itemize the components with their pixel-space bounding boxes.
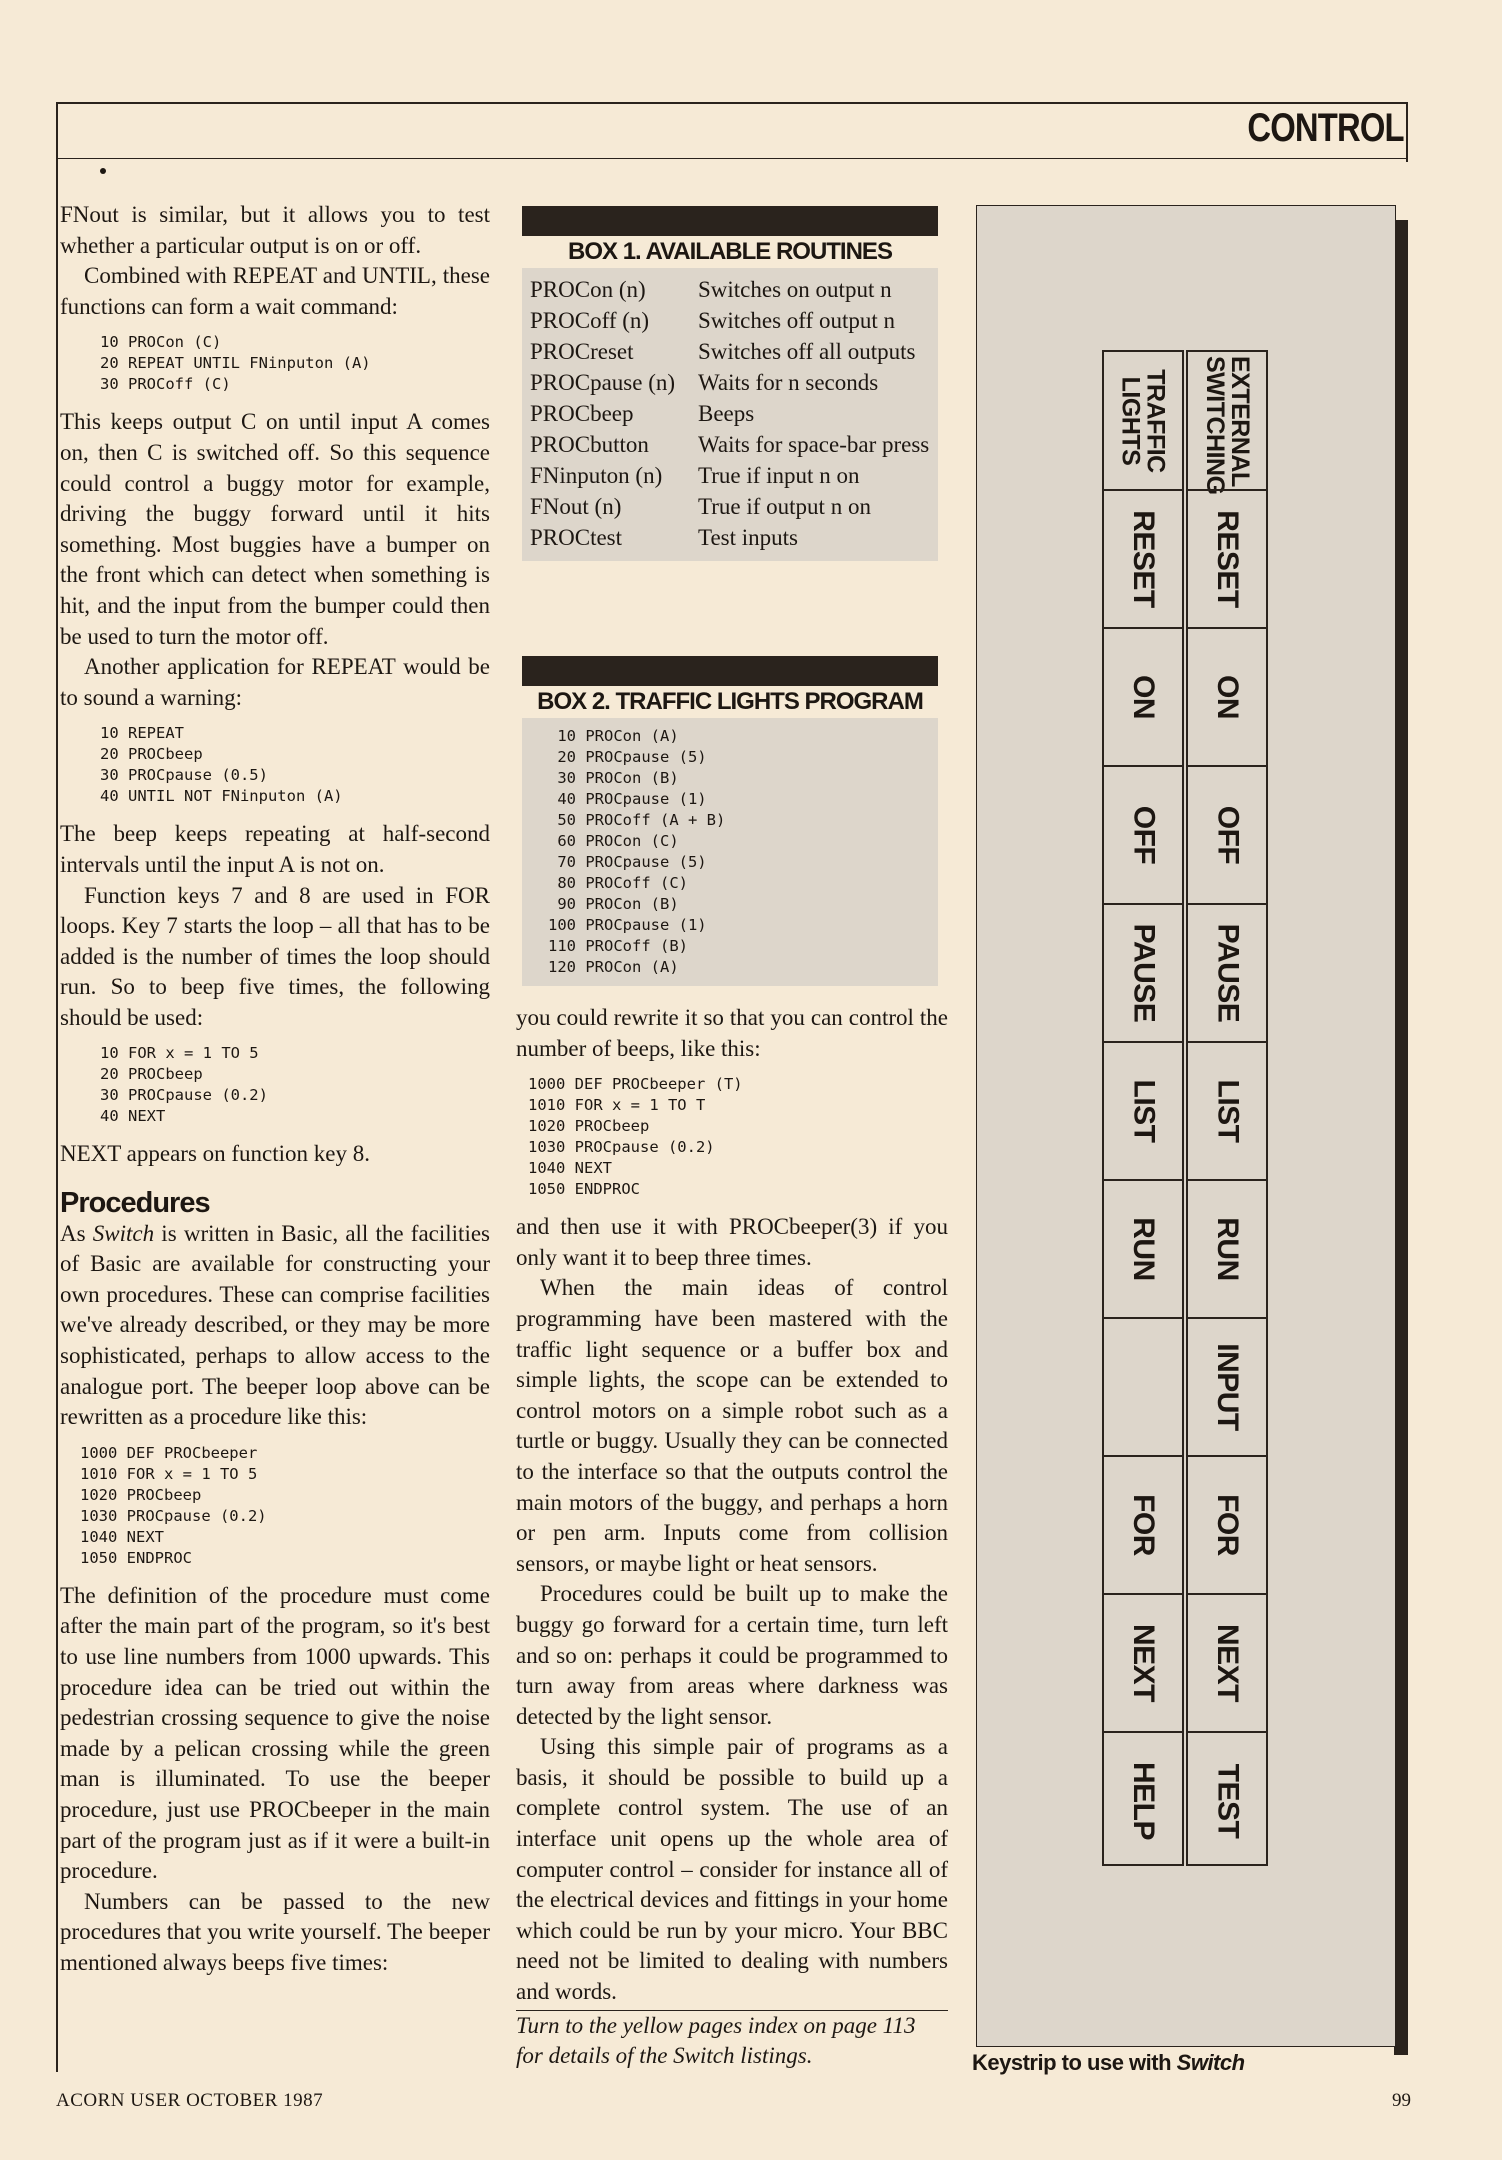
- routine-row: [530, 491, 930, 522]
- box-1: [522, 206, 938, 561]
- box-body: [522, 268, 938, 561]
- paragraph: and then use it with PROCbeeper(3) if you only want it to beep three times.: [516, 1214, 948, 1270]
- routine-name: PROCreset: [530, 339, 634, 364]
- routine-row: [530, 522, 930, 553]
- footnote: [516, 2010, 948, 2072]
- routine-name: PROCoff (n): [530, 308, 650, 333]
- keystrip-cell: [1104, 489, 1182, 627]
- routine-name: PROCon (n): [530, 277, 646, 302]
- box-bar: [522, 206, 938, 236]
- keystrip-shadow: [1394, 220, 1408, 2055]
- box-2: [522, 656, 938, 986]
- keystrip-cell: [1104, 1731, 1182, 1868]
- box-title: BOX 2. TRAFFIC LIGHTS PROGRAM: [537, 688, 923, 715]
- keystrip-label: RESET: [1127, 510, 1160, 608]
- left-rule: [56, 102, 58, 2072]
- keystrip-cell: [1104, 903, 1182, 1041]
- keystrip-label: OFF: [1127, 805, 1160, 865]
- paragraph: The definition of the procedure must come after the main part of the program, so it's best to use line numbers from 1000 upwards. This procedure idea can be tried out within the pedestrian crossing sequence to give the noise made by a pelican crossing while the green man is illuminated. To use the beeper procedure, just use PROCbeeper in the main part of the program just as if it were a built-in procedure.: [60, 1582, 490, 1884]
- keystrip-label: PAUSE: [1211, 923, 1245, 1023]
- keystrip-cell: [1188, 1317, 1266, 1455]
- code-listing: 10 REPEAT 20 PROCbeep 30 PROCpause (0.5) 40 UNTIL NOT FNinputon (A): [100, 724, 343, 806]
- keystrip-cell: [1188, 1179, 1266, 1317]
- keystrip-cell: [1104, 1455, 1182, 1593]
- bullet-dot: [100, 168, 106, 174]
- paragraph: This keeps output C on until input A comes on, then C is switched off. So this sequence could control a buggy motor for example, driving the buggy forward until it hits something. Most buggies have a bumper on the front which can detect when something is hit, and the input from the bumper could then be used to turn the motor off.: [60, 409, 490, 649]
- keystrip-label: RUN: [1211, 1217, 1244, 1281]
- keystrip-cell: [1188, 1593, 1266, 1731]
- keystrip-cell: [1104, 1179, 1182, 1317]
- keystrip-label: RESET: [1211, 510, 1244, 608]
- box-title: BOX 1. AVAILABLE ROUTINES: [568, 238, 892, 265]
- paragraph: Procedures could be built up to make the buggy go forward for a certain time, turn left and so on: perhaps it could be programmed to turn away from areas where darkness was detected by the light sensor.: [516, 1581, 948, 1729]
- routine-row: [530, 367, 930, 398]
- header-underline: [56, 158, 1408, 159]
- paragraph: Function keys 7 and 8 are used in FOR loops. Key 7 starts the loop – all that has to be added is the number of times the loop should run. So to beep five times, the following should be used:: [60, 882, 490, 1030]
- routine-name: FNout (n): [530, 494, 622, 519]
- routine-desc: Switches off all outputs: [698, 339, 916, 364]
- keystrip-label: RUN: [1127, 1217, 1160, 1281]
- keystrip-label: OFF: [1211, 805, 1244, 865]
- routine-desc: Switches off output n: [698, 308, 895, 333]
- paragraph: [60, 1219, 490, 1433]
- keystrip-label: LIST: [1211, 1079, 1244, 1143]
- routine-desc: Waits for n seconds: [698, 370, 879, 395]
- routine-name: PROCpause (n): [530, 370, 676, 395]
- text: is written in Basic, all the facilities of Basic are available for constructing your own procedures. These can comprise facilities we've already described, or they may be more sophisticated, perhaps to allow access to the analogue port. The beeper loop above can be rewritten as a procedure like this:: [60, 1220, 490, 1430]
- keystrip-label: LIST: [1127, 1079, 1160, 1143]
- column-2: [516, 1003, 948, 2072]
- keystrip-label: FOR: [1126, 1494, 1160, 1556]
- code-listing: 1000 DEF PROCbeeper (T) 1010 FOR x = 1 TO T 1020 PROCbeep 1030 PROCpause (0.2) 1040 NEXT 1050 ENDPROC: [528, 1075, 743, 1199]
- routine-desc: Test inputs: [698, 525, 798, 550]
- emphasis: Switch: [92, 1220, 155, 1246]
- keystrip-cell: [1188, 352, 1266, 495]
- text: listings.: [734, 2043, 813, 2069]
- keystrip-cell: [1188, 1455, 1266, 1593]
- keystrip-cell: [1188, 1731, 1266, 1868]
- keystrip-cell: [1104, 352, 1182, 489]
- keystrip-label: PAUSE: [1127, 923, 1161, 1023]
- text: As: [60, 1220, 93, 1246]
- keystrip-caption: [972, 2050, 1245, 2076]
- text: Keystrip to use with: [972, 2050, 1177, 2075]
- keystrip-cell: [1188, 627, 1266, 765]
- routine-name: PROCbutton: [530, 432, 649, 457]
- emphasis: Switch: [673, 2043, 735, 2069]
- keystrip-cell: [1104, 765, 1182, 903]
- keystrip-cell: [1104, 1593, 1182, 1731]
- text: Turn to the yellow pages index on page 113 for details of the: [516, 2012, 916, 2069]
- footer-publication: ACORN USER OCTOBER 1987: [56, 2090, 324, 2111]
- code-listing: 10 PROCon (A) 20 PROCpause (5) 30 PROCon (B) 40 PROCpause (1) 50 PROCoff (A + B) 60 PROCon (C) 70 PROCpause (5) 80 PROCoff (C) 90 PROCon (B) 100 PROCpause (1) 110 PROCoff (B) 120 PROCon (A): [548, 727, 726, 976]
- routine-row: [530, 336, 930, 367]
- paragraph: Combined with REPEAT and UNTIL, these functions can form a wait command:: [60, 263, 490, 319]
- keystrip-column-external: [1186, 350, 1268, 1866]
- keystrip-label: NEXT: [1211, 1623, 1245, 1703]
- paragraph: When the main ideas of control programming have been mastered with the traffic light sequence or a buffer box and simple lights, the scope can be extended to control motors on a simple robot such as a turtle or buggy. Usually they can be connected to the interface so that the outputs control the main motors of the buggy, and perhaps a horn or pen arm. Inputs come from collision sensors, or maybe light or heat sensors.: [516, 1275, 948, 1576]
- code-listing: 10 PROCon (C) 20 REPEAT UNTIL FNinputon (A) 30 PROCoff (C): [100, 333, 371, 394]
- routine-desc: Beeps: [698, 401, 755, 426]
- section-title: CONTROL: [1247, 106, 1404, 150]
- keystrip-cell: [1104, 1317, 1182, 1455]
- keystrip-cell: [1104, 1041, 1182, 1179]
- routine-row: [530, 460, 930, 491]
- header-right-rule: [1406, 102, 1408, 162]
- routine-name: PROCtest: [530, 525, 623, 550]
- keystrip-label: NEXT: [1127, 1623, 1161, 1703]
- paragraph: FNout is similar, but it allows you to test whether a particular output is on or off.: [60, 202, 490, 258]
- paragraph: Another application for REPEAT would be to sound a warning:: [60, 654, 490, 710]
- keystrip-column-traffic: [1102, 350, 1184, 1866]
- code-listing: 10 FOR x = 1 TO 5 20 PROCbeep 30 PROCpause (0.2) 40 NEXT: [100, 1044, 268, 1126]
- routine-name: PROCbeep: [530, 401, 634, 426]
- section-heading: Procedures: [60, 1187, 210, 1220]
- keystrip-label: FOR: [1210, 1494, 1244, 1556]
- keystrip-label: ON: [1211, 675, 1244, 719]
- paragraph: Numbers can be passed to the new procedures that you write yourself. The beeper mentioned always beeps five times:: [60, 1888, 490, 1975]
- code-listing: 1000 DEF PROCbeeper 1010 FOR x = 1 TO 5 1020 PROCbeep 1030 PROCpause (0.2) 1040 NEXT 1050 ENDPROC: [80, 1443, 267, 1567]
- paragraph: Using this simple pair of programs as a basis, it should be possible to build up a complete control system. The use of an interface unit opens up the whole area of computer control – consider for instance all of the electrical devices and fittings in your home which could be run by your micro. Your BBC need not be limited to dealing with numbers and words.: [516, 1734, 948, 2005]
- paragraph: The beep keeps repeating at half-second intervals until the input A is not on.: [60, 821, 490, 877]
- routine-row: [530, 398, 930, 429]
- emphasis: Switch: [1176, 2050, 1245, 2075]
- keystrip-cell: [1104, 627, 1182, 765]
- routine-row: [530, 429, 930, 460]
- keystrip-label: ON: [1127, 675, 1160, 719]
- keystrip-label: EXTERNAL SWITCHING: [1201, 355, 1254, 495]
- page-number: 99: [1392, 2090, 1411, 2111]
- routine-desc: Waits for space-bar press: [698, 432, 930, 457]
- routine-desc: Switches on output n: [698, 277, 892, 302]
- keystrip-table: [1102, 350, 1268, 1866]
- routine-name: FNinputon (n): [530, 463, 663, 488]
- keystrip-cell: [1188, 489, 1266, 627]
- keystrip-label: INPUT: [1211, 1343, 1244, 1431]
- keystrip-cell: [1188, 765, 1266, 903]
- column-1: [60, 200, 490, 1979]
- paragraph: you could rewrite it so that you can control the number of beeps, like this:: [516, 1005, 948, 1061]
- routine-row: [530, 305, 930, 336]
- paragraph: NEXT appears on function key 8.: [60, 1141, 370, 1167]
- keystrip-label: HELP: [1127, 1761, 1161, 1840]
- top-rule: [56, 102, 1408, 104]
- keystrip-cell: [1188, 903, 1266, 1041]
- routine-desc: True if input n on: [698, 463, 860, 488]
- routine-row: [530, 274, 930, 305]
- keystrip-label: TRAFFIC LIGHTS: [1117, 368, 1171, 473]
- box-bar: [522, 656, 938, 686]
- routine-desc: True if output n on: [698, 494, 871, 519]
- keystrip-label: TEST: [1210, 1763, 1244, 1838]
- box-body: [522, 718, 938, 986]
- keystrip-cell: [1188, 1041, 1266, 1179]
